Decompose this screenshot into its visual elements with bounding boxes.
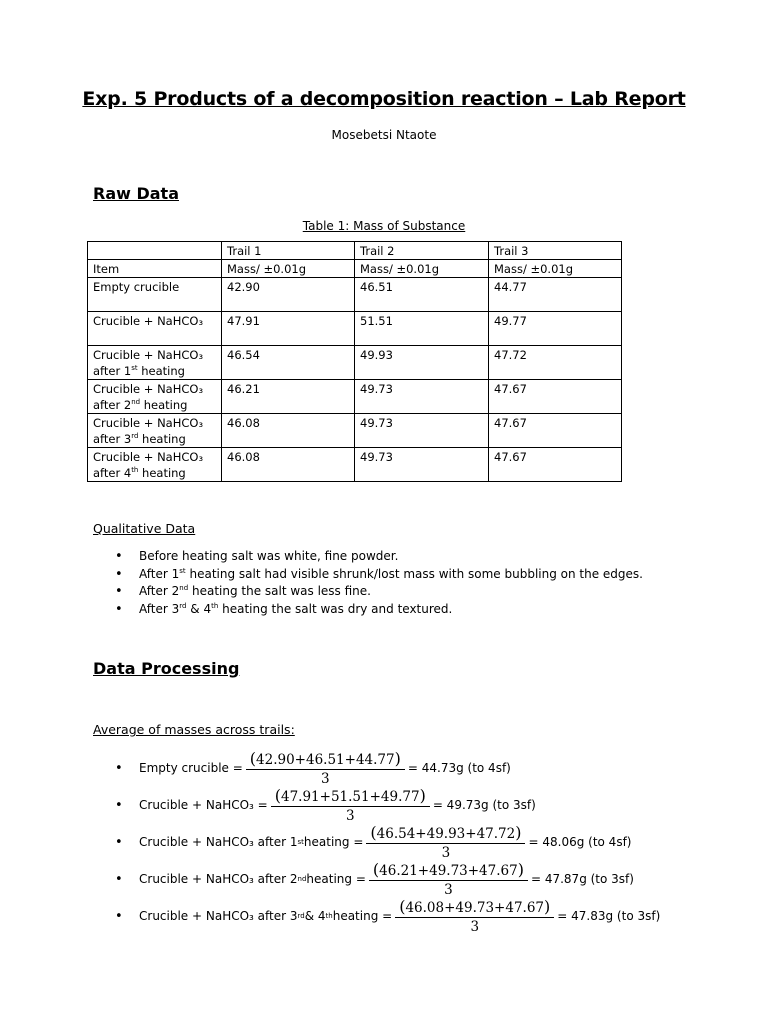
table-row: [88, 380, 622, 414]
table-cell: 46.21: [222, 380, 355, 414]
table-row: [88, 448, 622, 482]
bullet: •: [115, 834, 123, 850]
fraction: [246, 749, 405, 787]
numerator-text: 46.08+49.73+47.67: [405, 900, 545, 916]
ordinal-suffix: th: [131, 466, 139, 474]
calc-label: & 4: [304, 909, 326, 923]
table-header-cell: Mass/ ±0.01g: [489, 260, 622, 278]
list-item: [93, 548, 643, 566]
table-header-cell: Item: [88, 260, 222, 278]
table-cell: [88, 380, 222, 414]
row-item: Crucible + NaHCO₃: [93, 416, 204, 430]
fraction-denominator: 3: [444, 882, 453, 898]
fraction-numerator: (46.21+49.73+47.67): [369, 860, 528, 881]
list-item: [93, 583, 643, 601]
obs-text: After 3: [139, 601, 180, 616]
table-cell: 47.67: [489, 448, 622, 482]
calc-label: Crucible + NaHCO₃ after 1: [139, 835, 298, 849]
table-header-cell: Trail 3: [489, 242, 622, 260]
fraction-numerator: (47.91+51.51+49.77): [271, 786, 430, 807]
table-cell: 49.77: [489, 312, 622, 346]
table-cell: [88, 242, 222, 260]
raw-data-heading: Raw Data: [93, 184, 179, 203]
row-item: Crucible + NaHCO₃: [93, 450, 204, 464]
calc-row: • Crucible + NaHCO₃ after 2 nd heating = $\frac{(46.21+49.73+47.67)}{3}$ = 47.87g (to 3sf): [93, 861, 634, 897]
table-row: [88, 414, 622, 448]
row-item-after: after 2: [93, 398, 132, 412]
numerator-text: 42.90+46.51+44.77: [256, 752, 395, 768]
fraction-numerator: (42.90+46.51+44.77): [246, 749, 405, 770]
calc-result: = 47.83g (to 3sf): [557, 909, 661, 923]
table-caption: Table 1: Mass of Substance: [302, 219, 466, 233]
calc-result: = 48.06g (to 4sf): [528, 835, 632, 849]
table-cell: [88, 346, 222, 380]
table-cell: 47.67: [489, 414, 622, 448]
numerator-text: 47.91+51.51+49.77: [280, 789, 420, 805]
row-item: Crucible + NaHCO₃: [93, 314, 204, 328]
row-item-heating: heating: [137, 364, 185, 378]
fraction: [271, 786, 430, 824]
calc-row: • Crucible + NaHCO₃ after 1 st heating = $\frac{(46.54+49.93+47.72)}{3}$ = 48.06g (to 4sf): [93, 824, 631, 860]
calc-row: [93, 787, 536, 823]
table-cell: 49.73: [355, 414, 489, 448]
row-item: Crucible + NaHCO₃: [93, 348, 204, 362]
obs-text: heating the salt was dry and textured.: [218, 601, 453, 616]
table-cell: 47.91: [222, 312, 355, 346]
ordinal-suffix: st: [131, 364, 138, 372]
calc-label: heating =: [306, 872, 366, 886]
table-cell: 47.72: [489, 346, 622, 380]
calc-label: Empty crucible =: [139, 761, 243, 775]
row-item-heating: heating: [140, 398, 188, 412]
list-item: [93, 601, 643, 619]
table-cell: 44.77: [489, 278, 622, 312]
mass-table: [87, 241, 622, 482]
table-cell: 46.54: [222, 346, 355, 380]
table-cell: 47.67: [489, 380, 622, 414]
list-item: [93, 566, 643, 584]
qualitative-heading: Qualitative Data: [93, 521, 196, 536]
obs-text: heating salt had visible shrunk/lost mass with some bubbling on the edges.: [185, 566, 643, 581]
table-row: [88, 312, 622, 346]
row-item: Empty crucible: [93, 280, 180, 294]
fraction-numerator: (46.54+49.93+47.72): [366, 823, 525, 844]
fraction-numerator: (46.08+49.73+47.67): [395, 897, 554, 918]
calc-row: • Crucible + NaHCO₃ after 3 rd & 4 th heating = $\frac{(46.08+49.73+47.67)}{3}$ = 47.83g (to 3sf): [93, 898, 660, 934]
table-cell: [88, 448, 222, 482]
fraction-denominator: 3: [345, 808, 355, 824]
table-cell: 46.08: [222, 448, 355, 482]
numerator-text: 46.21+49.73+47.67: [379, 863, 518, 879]
table-cell: 46.08: [222, 414, 355, 448]
calc-label: heating =: [303, 835, 364, 849]
obs-text: heating the salt was less fine.: [188, 584, 371, 598]
bullet: •: [115, 908, 123, 924]
calc-label: heating =: [332, 909, 393, 923]
table-unit-row: [88, 260, 622, 278]
data-processing-heading: Data Processing: [93, 659, 240, 678]
fraction-denominator: 3: [321, 771, 330, 787]
ordinal-suffix: nd: [179, 584, 189, 592]
table-cell: [88, 414, 222, 448]
table-header-row: [88, 242, 622, 260]
ordinal-suffix: rd: [179, 601, 187, 610]
average-subheading: Average of masses across trails:: [93, 722, 295, 737]
table-cell: 49.73: [355, 380, 489, 414]
fraction: [366, 823, 525, 861]
ordinal-suffix: st: [179, 566, 186, 575]
calc-label: Crucible + NaHCO₃ after 3: [139, 909, 298, 923]
calc-result: = 44.73g (to 4sf): [407, 761, 511, 775]
fraction: [369, 860, 528, 898]
table-cell: 46.51: [355, 278, 489, 312]
table-header-cell: Mass/ ±0.01g: [355, 260, 489, 278]
ordinal-suffix: th: [211, 601, 219, 610]
table-cell: 51.51: [355, 312, 489, 346]
table-cell: 42.90: [222, 278, 355, 312]
fraction-denominator: 3: [470, 919, 480, 935]
table-cell: [88, 312, 222, 346]
calc-result: = 49.73g (to 3sf): [432, 798, 536, 812]
calc-label: Crucible + NaHCO₃ after 2: [139, 872, 298, 886]
ordinal-suffix: rd: [131, 432, 139, 440]
table-row: [88, 278, 622, 312]
numerator-text: 46.54+49.93+47.72: [376, 826, 516, 842]
table-cell: [88, 278, 222, 312]
document-title: Exp. 5 Products of a decomposition reaction – Lab Report: [82, 88, 686, 110]
calc-label: Crucible + NaHCO₃ =: [139, 798, 268, 812]
obs-text: After 2: [139, 584, 180, 598]
bullet: •: [115, 871, 123, 887]
obs-text: After 1: [139, 566, 180, 581]
table-cell: 49.93: [355, 346, 489, 380]
fraction-denominator: 3: [441, 845, 451, 861]
row-item: Crucible + NaHCO₃: [93, 382, 204, 396]
fraction: [395, 897, 554, 935]
row-item-after: after 3: [93, 432, 132, 446]
obs-text: Before heating salt was white, fine powder.: [139, 549, 399, 563]
row-item-heating: heating: [138, 432, 186, 446]
author-name: Mosebetsi Ntaote: [331, 128, 437, 142]
calc-row: [93, 750, 511, 786]
row-item-heating: heating: [138, 466, 186, 480]
bullet: •: [115, 760, 123, 776]
table-cell: 49.73: [355, 448, 489, 482]
row-item-after: after 1: [93, 364, 132, 378]
ordinal-suffix: nd: [131, 398, 141, 406]
table-header-cell: Trail 1: [222, 242, 355, 260]
table-row: [88, 346, 622, 380]
bullet: •: [115, 797, 123, 813]
row-item-after: after 4: [93, 466, 132, 480]
table-header-cell: Trail 2: [355, 242, 489, 260]
table-header-cell: Mass/ ±0.01g: [222, 260, 355, 278]
obs-text: & 4: [186, 601, 212, 616]
qualitative-list: [93, 548, 643, 618]
calc-result: = 47.87g (to 3sf): [530, 872, 634, 886]
